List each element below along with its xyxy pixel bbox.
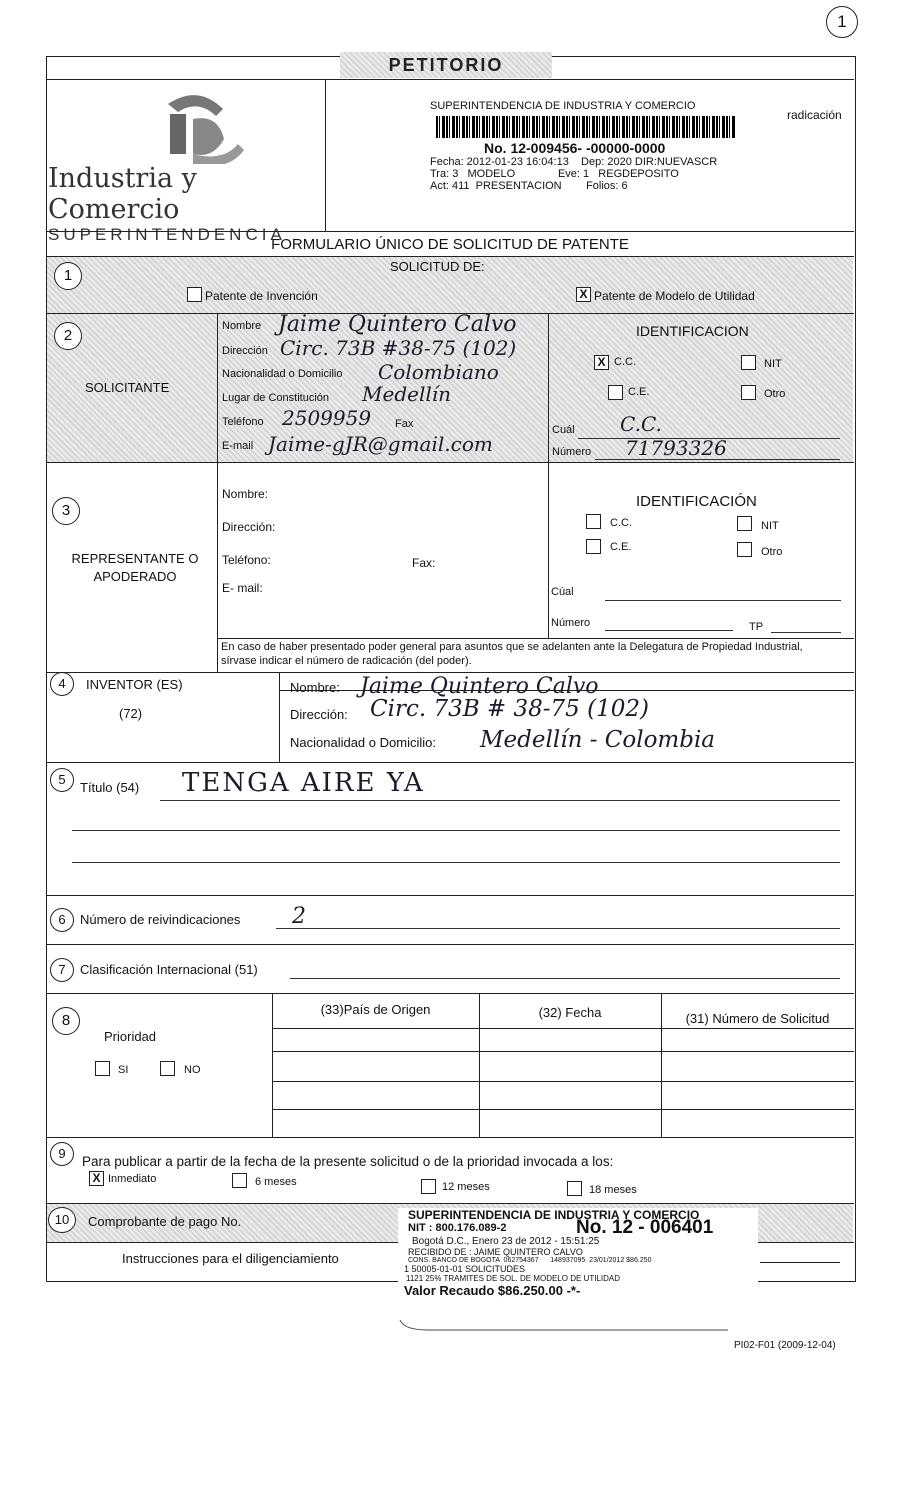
solicitante-label: SOLICITANTE	[85, 380, 170, 395]
stamp-line1: Fecha: 2012-01-23 16:04:13 Dep: 2020 DIR:NUEVASCR	[430, 156, 718, 168]
receipt-number: No. 12 - 006401	[576, 1217, 714, 1238]
section-number: 4	[50, 672, 74, 696]
checkbox-cc[interactable]: X	[594, 355, 609, 370]
divider	[217, 314, 218, 462]
publicar-label: Para publicar a partir de la fecha de la presente solicitud o de la prioridad invocada a los:	[82, 1154, 614, 1169]
direccion-label: Dirección	[222, 345, 268, 357]
logo-line1: Industria y Comercio	[48, 163, 197, 225]
email-label: E-mail	[222, 440, 254, 452]
col-pais-origen: (33)País de Origen	[320, 1002, 431, 1017]
receipt-entity: SUPERINTENDENCIA DE INDUSTRIA Y COMERCIO	[408, 1208, 700, 1222]
titulo-line	[72, 830, 840, 831]
ce-label: C.E.	[628, 386, 650, 398]
receipt-bracket-icon	[398, 1318, 738, 1336]
receipt-nit: NIT : 800.176.089-2	[408, 1222, 507, 1234]
divider	[46, 993, 854, 994]
divider	[46, 944, 854, 945]
divider	[325, 79, 326, 231]
divider	[760, 1262, 840, 1263]
divider	[46, 1137, 854, 1138]
divider	[279, 672, 280, 762]
logo-mark-icon	[48, 84, 323, 164]
cual-label: Cuál	[552, 424, 575, 436]
rep-cc-label: C.C.	[610, 517, 632, 529]
12-meses-label: 12 meses	[442, 1181, 490, 1193]
numero-label: Número	[552, 446, 592, 458]
rep-cual-line	[605, 600, 841, 601]
receipt-banco: CONS. BANCO DE BOGOTA 062754367 148937095 23/01/2012 $86.250	[408, 1257, 652, 1264]
section-number: 8	[52, 1007, 80, 1035]
inventor-code: (72)	[119, 706, 143, 721]
fax-label: Fax	[395, 418, 414, 430]
checkbox-patente-invencion[interactable]	[187, 287, 202, 302]
cc-label: C.C.	[614, 356, 636, 368]
checkbox-ce[interactable]	[608, 385, 623, 400]
divider	[272, 1109, 854, 1110]
logo	[48, 84, 323, 244]
col-fecha: (32) Fecha	[538, 1005, 602, 1020]
checkbox-6-meses[interactable]	[232, 1173, 247, 1188]
divider	[548, 462, 549, 638]
receipt-recibido: RECIBIDO DE : JAIME QUINTERO CALVO	[408, 1247, 583, 1257]
reivindicaciones-value: 2	[292, 904, 306, 929]
checkbox-prioridad-no[interactable]	[160, 1061, 175, 1076]
divider	[46, 895, 854, 896]
inventor-direccion-value: Circ. 73B # 38-75 (102)	[370, 696, 649, 722]
petitorio-title: PETITORIO	[388, 55, 504, 75]
comprobante-label: Comprobante de pago No.	[88, 1214, 242, 1229]
divider	[272, 1051, 854, 1052]
rep-checkbox-nit[interactable]	[737, 516, 752, 531]
label-patente-modelo: Patente de Modelo de Utilidad	[594, 289, 755, 303]
checkbox-nit[interactable]	[741, 355, 756, 370]
checkbox-otro[interactable]	[741, 385, 756, 400]
rep-email-label: E- mail:	[222, 581, 263, 595]
telefono-label: Teléfono	[222, 416, 264, 428]
representante-label: REPRESENTANTE O APODERADO	[71, 551, 199, 584]
section-1-title: SOLICITUD DE:	[390, 259, 485, 274]
prioridad-si-label: SI	[118, 1064, 129, 1076]
lugar-label: Lugar de Constitución	[222, 392, 330, 404]
6-meses-label: 6 meses	[255, 1176, 297, 1188]
rep-tp-line	[771, 632, 841, 633]
reivindicaciones-line	[276, 928, 840, 929]
rep-cual-label: Cúal	[551, 586, 574, 598]
petitorio-banner	[340, 52, 552, 78]
checkbox-12-meses[interactable]	[421, 1179, 436, 1194]
rep-checkbox-cc[interactable]	[586, 514, 601, 529]
rep-fax-label: Fax:	[412, 556, 436, 570]
divider	[46, 762, 854, 763]
receipt-concepto1: 1 50005-01-01 SOLICITUDES	[404, 1264, 526, 1274]
prioridad-no-label: NO	[184, 1064, 201, 1076]
divider	[46, 672, 854, 673]
rep-checkbox-otro[interactable]	[737, 542, 752, 557]
nombre-value: Jaime Quintero Calvo	[278, 312, 517, 337]
section-number: 3	[52, 497, 80, 525]
stamp-entity: SUPERINTENDENCIA DE INDUSTRIA Y COMERCIO	[430, 100, 696, 112]
rep-numero-line	[605, 630, 733, 631]
stamp-number: No. 12-009456- -00000-0000	[484, 140, 666, 156]
section-number: 5	[50, 768, 74, 792]
section-number: 10	[48, 1207, 76, 1233]
rep-identificacion-title: IDENTIFICACIÓN	[636, 493, 757, 510]
email-value: Jaime-gJR@gmail.com	[268, 432, 493, 456]
section-number: 9	[50, 1142, 74, 1166]
rep-ce-label: C.E.	[610, 541, 632, 553]
payment-receipt	[398, 1208, 758, 1320]
rep-numero-label: Número	[551, 617, 591, 629]
divider	[46, 79, 854, 80]
rep-otro-label: Otro	[761, 546, 783, 558]
clasificacion-line	[290, 978, 840, 979]
divider	[272, 1081, 854, 1082]
checkbox-patente-modelo[interactable]: X	[576, 287, 591, 302]
nacionalidad-value: Colombiano	[378, 360, 499, 384]
inventor-nombre-value: Jaime Quintero Calvo	[360, 674, 599, 699]
section-number: 6	[50, 908, 74, 932]
filing-stamp	[430, 100, 790, 192]
nombre-label: Nombre	[222, 320, 262, 332]
otro-label: Otro	[764, 388, 786, 400]
nit-label: NIT	[764, 358, 782, 370]
divider	[46, 462, 854, 463]
divider	[272, 1028, 854, 1029]
checkbox-prioridad-si[interactable]	[95, 1061, 110, 1076]
rep-nit-label: NIT	[761, 520, 779, 532]
stamp-line2: Tra: 3 MODELO Eve: 1 REGDEPOSITO	[430, 168, 679, 180]
footer-code: PI02-F01 (2009-12-04)	[734, 1340, 836, 1351]
stamp-line3: Act: 411 PRESENTACION Folios: 6	[430, 180, 628, 192]
titulo-label: Título (54)	[80, 780, 140, 795]
inventor-nacionalidad-label: Nacionalidad o Domicilio:	[290, 735, 436, 750]
rep-direccion-label: Dirección:	[222, 520, 276, 534]
telefono-value: 2509959	[282, 406, 372, 430]
inventor-nacionalidad-value: Medellín - Colombia	[480, 727, 716, 753]
nacionalidad-label: Nacionalidad o Domicilio	[222, 368, 343, 380]
section-number: 1	[54, 262, 82, 290]
titulo-value: TENGA AIRE YA	[182, 768, 425, 798]
checkbox-inmediato[interactable]: X	[89, 1171, 104, 1186]
label-patente-invencion: Patente de Invención	[205, 289, 318, 303]
18-meses-label: 18 meses	[589, 1184, 637, 1196]
numero-value: 71793326	[625, 436, 727, 460]
titulo-line	[160, 800, 840, 801]
receipt-concepto2: 1121 25% TRAMITES DE SOL. DE MODELO DE UTILIDAD	[406, 1274, 620, 1283]
receipt-valor: Valor Recaudo $86.250.00 -*-	[404, 1283, 581, 1298]
prioridad-label: Prioridad	[104, 1029, 157, 1044]
divider	[46, 231, 854, 232]
reivindicaciones-label: Número de reivindicaciones	[80, 912, 241, 927]
divider	[217, 462, 218, 672]
inmediato-label: Inmediato	[108, 1173, 157, 1185]
form-title: FORMULARIO ÚNICO DE SOLICITUD DE PATENTE	[271, 236, 629, 253]
receipt-date: Bogotá D.C., Enero 23 de 2012 - 15:51:25	[412, 1236, 600, 1247]
rep-telefono-label: Teléfono:	[222, 553, 271, 567]
inventor-label: INVENTOR (ES)	[86, 677, 183, 692]
numero-line	[595, 459, 840, 460]
page-number: 1	[826, 6, 858, 38]
cual-value: C.C.	[620, 412, 662, 436]
rep-nombre-label: Nombre:	[222, 487, 269, 501]
logo-line2: SUPERINTENDENCIA	[48, 225, 286, 244]
inventor-direccion-label: Dirección:	[290, 707, 348, 722]
lugar-value: Medellín	[362, 382, 452, 406]
rep-tp-label: TP	[749, 621, 764, 633]
instrucciones-label: Instrucciones para el diligenciamiento	[122, 1251, 339, 1266]
clasificacion-label: Clasificación Internacional (51)	[80, 962, 258, 977]
barcode	[436, 116, 736, 138]
rep-checkbox-ce[interactable]	[586, 539, 601, 554]
titulo-line	[72, 862, 840, 863]
direccion-value: Circ. 73B #38-75 (102)	[280, 336, 517, 360]
identificacion-title: IDENTIFICACION	[636, 323, 749, 339]
section-number: 2	[54, 322, 82, 350]
divider	[548, 314, 549, 462]
divider	[217, 638, 854, 639]
inventor-nombre-label: Nombre:	[290, 680, 340, 695]
checkbox-18-meses[interactable]	[567, 1181, 582, 1196]
col-numero-solicitud: (31) Número de Solicitud	[685, 1011, 830, 1026]
radicacion-label: radicación	[787, 108, 842, 122]
rep-note: En caso de haber presentado poder general para asuntos que se adelanten ante la Delegatura de Propiedad Industrial, sírvase indicar el número de radicación (del poder).	[221, 641, 803, 667]
section-number: 7	[50, 958, 74, 982]
